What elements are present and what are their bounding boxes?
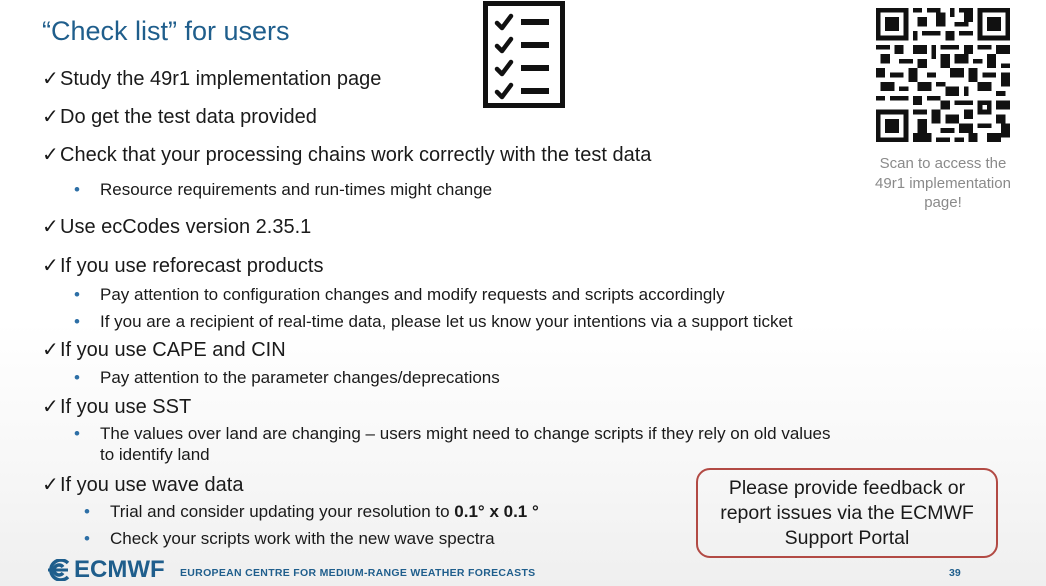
qr-code-icon[interactable] (876, 8, 1010, 142)
bullet-icon: • (74, 180, 80, 199)
checklist-item-cape-cin (42, 337, 286, 362)
check-mark-icon: ✓ (42, 396, 59, 418)
sub-bullet: • If you are a recipient of real-time data, please let us know your intentions via a support ticket (74, 312, 793, 331)
checklist-item-text: Check that your processing chains work correctly with the test data (60, 144, 652, 166)
bullet-icon: • (84, 502, 90, 521)
checklist-icon (483, 1, 565, 108)
checklist-item-test-data (42, 104, 317, 129)
checklist-item-wave (42, 472, 243, 497)
checklist-item-text: Use ecCodes version 2.35.1 (60, 216, 312, 238)
bullet-icon: • (84, 529, 90, 548)
bullet-icon: • (74, 285, 80, 304)
page-number: 39 (949, 567, 961, 579)
ecmwf-logo-icon (42, 559, 72, 581)
checklist-item-text: If you use SST (60, 396, 192, 418)
sub-bullet: • Trial and consider updating your resolution to 0.1° x 0.1 ° (84, 502, 539, 521)
sub-bullet: • Pay attention to configuration changes and modify requests and scripts accordingly (74, 285, 725, 304)
check-mark-icon: ✓ (42, 474, 59, 496)
check-mark-icon: ✓ (42, 144, 59, 166)
qr-caption: Scan to access the 49r1 implementation page! (875, 155, 1011, 211)
checklist-item-eccodes (42, 214, 311, 239)
bullet-icon: • (74, 424, 80, 443)
checklist-item-sst (42, 394, 191, 419)
checklist-item-text: If you use CAPE and CIN (60, 339, 286, 361)
checklist-item-reforecast (42, 253, 323, 278)
sub-bullet: • Resource requirements and run-times might change (74, 180, 493, 199)
checklist-item-processing (42, 142, 651, 167)
check-mark-icon: ✓ (42, 339, 59, 361)
resolution-value: 0.1° x 0.1 ° (454, 502, 539, 521)
organization-name: EUROPEAN CENTRE FOR MEDIUM-RANGE WEATHER FORECASTS (180, 567, 536, 579)
bullet-icon: • (74, 368, 80, 387)
feedback-box (696, 468, 998, 558)
checklist-item-text: Do get the test data provided (60, 106, 317, 128)
check-mark-icon: ✓ (42, 68, 59, 90)
slide-title: “Check list” for users (42, 16, 290, 46)
checklist-item-text: Study the 49r1 implementation page (60, 68, 382, 90)
feedback-text: Please provide feedback or report issues via the ECMWF Support Portal (720, 476, 974, 549)
sub-bullet: • Pay attention to the parameter changes/deprecations (74, 368, 500, 387)
sub-bullet: • Check your scripts work with the new wave spectra (84, 529, 495, 548)
checklist-item-text: If you use wave data (60, 474, 244, 496)
check-mark-icon: ✓ (42, 106, 59, 128)
checklist-item-study (42, 66, 381, 91)
checklist-item-text: If you use reforecast products (60, 255, 324, 277)
sub-bullet: • The values over land are changing – users might need to change scripts if they rely on old values to identify land (74, 424, 831, 464)
ecmwf-logo (42, 557, 165, 583)
check-mark-icon: ✓ (42, 216, 59, 238)
check-mark-icon: ✓ (42, 255, 59, 277)
bullet-icon: • (74, 312, 80, 331)
logo-text: ECMWF (74, 556, 165, 583)
